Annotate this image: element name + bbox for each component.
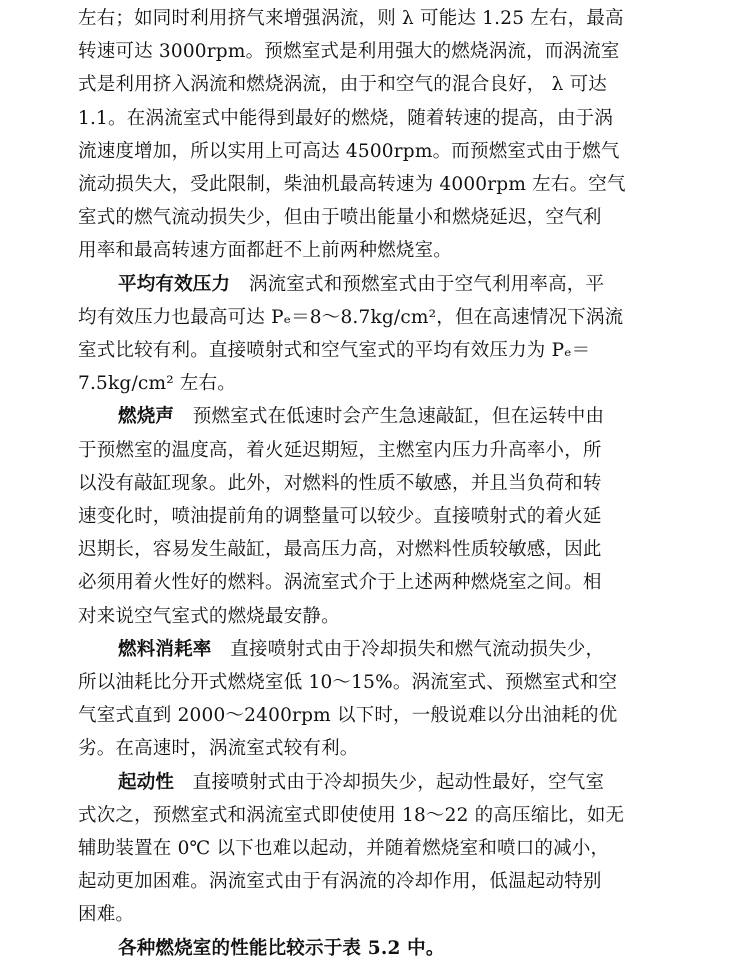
section-heading: 燃烧声: [118, 406, 175, 428]
section-heading: 起动性: [118, 771, 175, 793]
text-line: 左右；如同时利用挤气来增强涡流，则 λ 可能达 1.25 左右，最高: [78, 8, 624, 29]
text-line: [78, 633, 714, 666]
text-line: [78, 400, 714, 433]
text-line: 于预燃室的温度高，着火延迟期短，主燃室内压力升高率小，所: [78, 439, 602, 461]
text-line: 困难。: [78, 904, 135, 926]
text-line: 辅助装置在 0℃ 以下也难以起动，并随着燃烧室和喷口的减小，: [78, 838, 610, 860]
text-line: 式次之，预燃室式和涡流室式即使使用 18～22 的高压缩比，如无: [78, 804, 625, 826]
text-line: 室式的燃气流动损失少，但由于喷出能量小和燃烧延迟，空气利: [78, 207, 602, 229]
text-line: 转速可达 3000rpm。预燃室式是利用强大的燃烧涡流，而涡流室: [78, 41, 620, 63]
paragraph-startability: [78, 766, 714, 932]
text-line: 用率和最高转速方面都赶不上前两种燃烧室。: [78, 240, 453, 262]
text-line: 流动损失大，受此限制，柴油机最高转速为 4000rpm 左右。空气: [78, 174, 626, 196]
text-line: 各种燃烧室的性能比较示于表 5.2 中。: [118, 937, 445, 959]
paragraph-combustion-speed: [78, 0, 714, 268]
text-line: 迟期长，容易发生敲缸，最高压力高，对燃料性质较敏感，因此: [78, 539, 602, 561]
text-run: 涡流室式和预燃室式由于空气利用率高，平: [230, 273, 605, 295]
text-line: 流速度增加，所以实用上可高达 4500rpm。而预燃室式由于燃气: [78, 140, 620, 162]
section-heading: 平均有效压力: [118, 273, 231, 295]
text-line: 式是利用挤入涡流和燃烧涡流，由于和空气的混合良好， λ 可达: [78, 74, 607, 96]
text-line: [78, 766, 714, 799]
text-line: 必须用着火性好的燃料。涡流室式介于上述两种燃烧室之间。相: [78, 572, 602, 594]
text-line: 所以油耗比分开式燃烧室低 10～15%。涡流室式、预燃室式和空: [78, 672, 618, 694]
text-line: 均有效压力也最高可达 Pₑ＝8～8.7kg/cm²，但在高速情况下涡流: [78, 306, 624, 328]
paragraph-fuel-consumption: [78, 633, 714, 766]
text-line: 1.1。在涡流室式中能得到最好的燃烧，随着转速的提高，由于涡: [78, 107, 613, 129]
text-line: 速变化时，喷油提前角的调整量可以较少。直接喷射式的着火延: [78, 506, 602, 528]
text-run: 直接喷射式由于冷却损失少，起动性最好，空气室: [174, 771, 605, 793]
text-line: 气室式直到 2000～2400rpm 以下时，一般说难以分出油耗的优: [78, 705, 618, 727]
text-run: 直接喷射式由于冷却损失和燃气流动损失少，: [211, 638, 605, 660]
text-line: 对来说空气室式的燃烧最安静。: [78, 605, 340, 627]
text-line: 劣。在高速时，涡流室式较有利。: [78, 738, 359, 760]
text-line: [78, 268, 714, 301]
text-line: 室式比较有利。直接喷射式和空气室式的平均有效压力为 Pₑ＝: [78, 340, 591, 362]
text-line: 7.5kg/cm² 左右。: [78, 373, 237, 395]
section-heading: 燃料消耗率: [118, 638, 212, 660]
text-line: 以没有敲缸现象。此外，对燃料的性质不敏感，并且当负荷和转: [78, 472, 602, 494]
text-run: 预燃室式在低速时会产生急速敲缸，但在运转中由: [174, 406, 605, 428]
paragraph-table-reference: [78, 932, 714, 965]
text-line: 起动更加困难。涡流室式由于有涡流的冷却作用，低温起动特别: [78, 871, 602, 893]
paragraph-mean-effective-pressure: [78, 268, 714, 401]
paragraph-combustion-noise: [78, 400, 714, 632]
